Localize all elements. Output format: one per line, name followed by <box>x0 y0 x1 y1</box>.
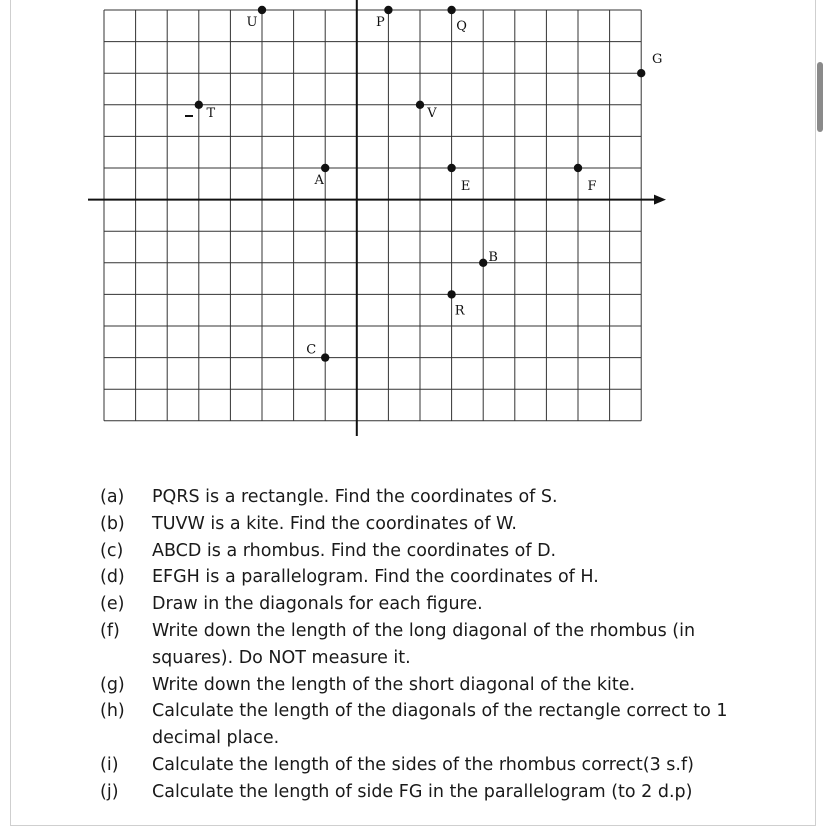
question-letter: (b) <box>100 513 125 534</box>
question-letter: (d) <box>100 567 125 588</box>
question-text: Draw in the diagonals for each figure. <box>152 594 483 615</box>
question-a <box>100 484 740 511</box>
question-letter: (g) <box>100 674 125 695</box>
question-g <box>100 672 740 699</box>
point-label-a: A <box>314 173 324 188</box>
question-text: Write down the length of the long diagonal of the rhombus (in squares). Do NOT measure it. <box>152 620 696 668</box>
question-text: Calculate the length of side FG in the parallelogram (to 2 d.p) <box>152 781 693 802</box>
point-label-r: R <box>454 303 465 319</box>
question-letter: (e) <box>100 594 125 615</box>
question-e <box>100 591 740 618</box>
axes <box>88 0 666 436</box>
point-q <box>447 6 455 14</box>
point-u <box>258 6 266 14</box>
point-label-u: U <box>246 15 258 30</box>
point-label-q: Q <box>456 19 467 34</box>
point-p <box>384 6 392 14</box>
point-label-v: V <box>427 105 437 121</box>
point-label-f: F <box>587 179 597 194</box>
question-list <box>100 484 740 806</box>
point-label-c: C <box>306 342 317 358</box>
question-letter: (a) <box>100 487 125 507</box>
question-h <box>100 698 740 752</box>
question-text: TUVW is a kite. Find the coordinates of W. <box>152 513 517 534</box>
grid-lines <box>104 10 641 421</box>
point-b <box>479 259 487 267</box>
question-text: Calculate the length of the diagonals of the rectangle correct to 1 decimal place. <box>152 701 728 749</box>
plotted-points <box>195 6 663 362</box>
question-f <box>100 618 740 672</box>
point-e <box>447 164 455 172</box>
point-g <box>637 69 645 77</box>
question-letter: (j) <box>100 781 119 802</box>
point-t <box>195 101 203 109</box>
question-text: Write down the length of the short diagonal of the kite. <box>152 674 636 695</box>
question-d <box>100 564 740 591</box>
point-f <box>574 164 582 172</box>
point-a <box>321 164 329 172</box>
question-letter: (h) <box>100 701 125 722</box>
question-j <box>100 779 740 806</box>
question-letter: (i) <box>100 754 119 775</box>
point-label-t: T <box>206 105 216 121</box>
question-b <box>100 511 740 538</box>
question-i <box>100 752 740 779</box>
point-r <box>447 290 455 298</box>
point-v <box>416 101 424 109</box>
point-label-g: G <box>652 52 663 68</box>
question-letter: (f) <box>100 620 120 641</box>
question-text: PQRS is a rectangle. Find the coordinates of S. <box>152 487 558 507</box>
question-c <box>100 538 740 565</box>
point-label-b: B <box>488 249 498 265</box>
point-c <box>321 353 329 361</box>
question-text: EFGH is a parallelogram. Find the coordinates of H. <box>152 567 599 588</box>
point-label-p: P <box>376 15 385 30</box>
point-label-e: E <box>460 179 471 194</box>
question-text: Calculate the length of the sides of the rhombus correct(3 s.f) <box>152 754 694 775</box>
question-text: ABCD is a rhombus. Find the coordinates of D. <box>152 540 557 561</box>
question-letter: (c) <box>100 540 124 561</box>
x-axis-arrow <box>654 195 666 205</box>
